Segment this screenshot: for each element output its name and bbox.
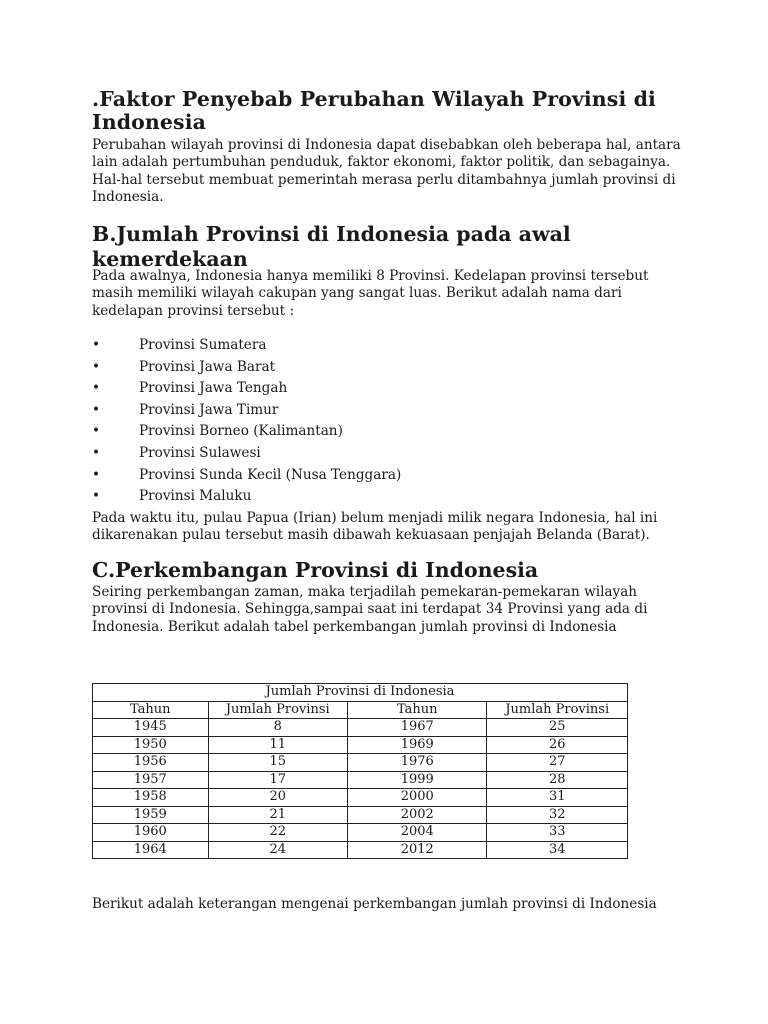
- table-cell: 25: [487, 719, 628, 737]
- list-item: [92, 443, 401, 465]
- table-row: [93, 824, 628, 842]
- table-row: [93, 806, 628, 824]
- list-item: [92, 357, 401, 379]
- table-cell: 22: [208, 824, 347, 842]
- table-row: [93, 754, 628, 772]
- bullet-icon: •: [92, 488, 101, 505]
- table-cell: 2000: [348, 789, 487, 807]
- table-cell: 1958: [93, 789, 209, 807]
- province-name: Provinsi Jawa Barat: [139, 358, 276, 375]
- column-header: Jumlah Provinsi: [208, 701, 347, 719]
- table-row: [93, 789, 628, 807]
- list-item: [92, 465, 401, 487]
- section-a-paragraph: Perubahan wilayah provinsi di Indonesia dapat disebabkan oleh beberapa hal, antara lain adalah pertumbuhan penduduk, faktor ekonomi, faktor politik, dan sebagainya. Hal-hal tersebut membuat pemerintah merasa perlu ditambahnya jumlah provinsi di Indonesia.: [92, 137, 681, 205]
- table-cell: 32: [487, 806, 628, 824]
- section-a-heading: .Faktor Penyebab Perubahan Wilayah Provinsi di Indonesia: [92, 87, 656, 134]
- section-b-intro: Pada awalnya, Indonesia hanya memiliki 8 Provinsi. Kedelapan provinsi tersebut masih memiliki wilayah cakupan yang sangat luas. Berikut adalah nama dari kedelapan provinsi tersebut :: [92, 268, 649, 319]
- after-table-paragraph: Berikut adalah keterangan mengenai perkembangan jumlah provinsi di Indonesia: [92, 896, 657, 912]
- table-cell: 2002: [348, 806, 487, 824]
- province-name: Provinsi Jawa Tengah: [139, 380, 288, 397]
- section-c-heading: C.Perkembangan Provinsi di Indonesia: [92, 558, 539, 582]
- table-cell: 24: [208, 841, 347, 859]
- table-caption-row: [93, 684, 628, 702]
- column-header: Tahun: [348, 701, 487, 719]
- table-cell: 1967: [348, 719, 487, 737]
- table-cell: 1956: [93, 754, 209, 772]
- list-item: [92, 486, 401, 508]
- table-cell: 1999: [348, 771, 487, 789]
- table-cell: 1959: [93, 806, 209, 824]
- table-cell: 8: [208, 719, 347, 737]
- table-cell: 34: [487, 841, 628, 859]
- province-count-table: [92, 683, 628, 859]
- table-cell: 33: [487, 824, 628, 842]
- table-header-row: [93, 701, 628, 719]
- table-cell: 1945: [93, 719, 209, 737]
- bullet-icon: •: [92, 423, 101, 440]
- province-name: Provinsi Jawa Timur: [139, 401, 279, 418]
- table-cell: 1950: [93, 736, 209, 754]
- province-list: [92, 335, 401, 508]
- table-cell: 31: [487, 789, 628, 807]
- section-b-heading: B.Jumlah Provinsi di Indonesia pada awal kemerdekaan: [92, 222, 571, 271]
- papua-note: Pada waktu itu, pulau Papua (Irian) belum menjadi milik negara Indonesia, hal ini dikarenakan pulau tersebut masih dibawah kekuasaan penjajah Belanda (Barat).: [92, 510, 658, 544]
- table-cell: 17: [208, 771, 347, 789]
- table-cell: 1969: [348, 736, 487, 754]
- list-item: [92, 378, 401, 400]
- table-row: [93, 736, 628, 754]
- table-caption: Jumlah Provinsi di Indonesia: [93, 684, 628, 702]
- bullet-icon: •: [92, 380, 101, 397]
- table-cell: 2012: [348, 841, 487, 859]
- bullet-icon: •: [92, 358, 101, 375]
- bullet-icon: •: [92, 401, 101, 418]
- table-row: [93, 719, 628, 737]
- province-name: Provinsi Sumatera: [139, 337, 267, 353]
- province-name: Provinsi Borneo (Kalimantan): [139, 423, 343, 440]
- column-header: Jumlah Provinsi: [487, 701, 628, 719]
- table-cell: 15: [208, 754, 347, 772]
- table-cell: 28: [487, 771, 628, 789]
- list-item: [92, 335, 401, 357]
- column-header: Tahun: [93, 701, 209, 719]
- table-cell: 1964: [93, 841, 209, 859]
- table-cell: 1976: [348, 754, 487, 772]
- list-item: [92, 421, 401, 443]
- table-cell: 1957: [93, 771, 209, 789]
- table-cell: 26: [487, 736, 628, 754]
- table-cell: 11: [208, 736, 347, 754]
- table-cell: 20: [208, 789, 347, 807]
- province-name: Provinsi Sunda Kecil (Nusa Tenggara): [139, 466, 402, 483]
- table-cell: 21: [208, 806, 347, 824]
- bullet-icon: •: [92, 444, 101, 461]
- list-item: [92, 400, 401, 422]
- table-row: [93, 771, 628, 789]
- table-cell: 27: [487, 754, 628, 772]
- bullet-icon: •: [92, 466, 101, 483]
- province-name: Provinsi Maluku: [139, 488, 252, 505]
- table-cell: 1960: [93, 824, 209, 842]
- section-c-intro: Seiring perkembangan zaman, maka terjadilah pemekaran-pemekaran wilayah provinsi di Indonesia. Sehingga,sampai saat ini terdapat 34 Provinsi yang ada di Indonesia. Berikut adalah tabel perkembangan jumlah provinsi di Indonesia: [92, 584, 648, 635]
- table-cell: 2004: [348, 824, 487, 842]
- bullet-icon: •: [92, 337, 101, 353]
- province-name: Provinsi Sulawesi: [139, 444, 261, 461]
- table-row: [93, 841, 628, 859]
